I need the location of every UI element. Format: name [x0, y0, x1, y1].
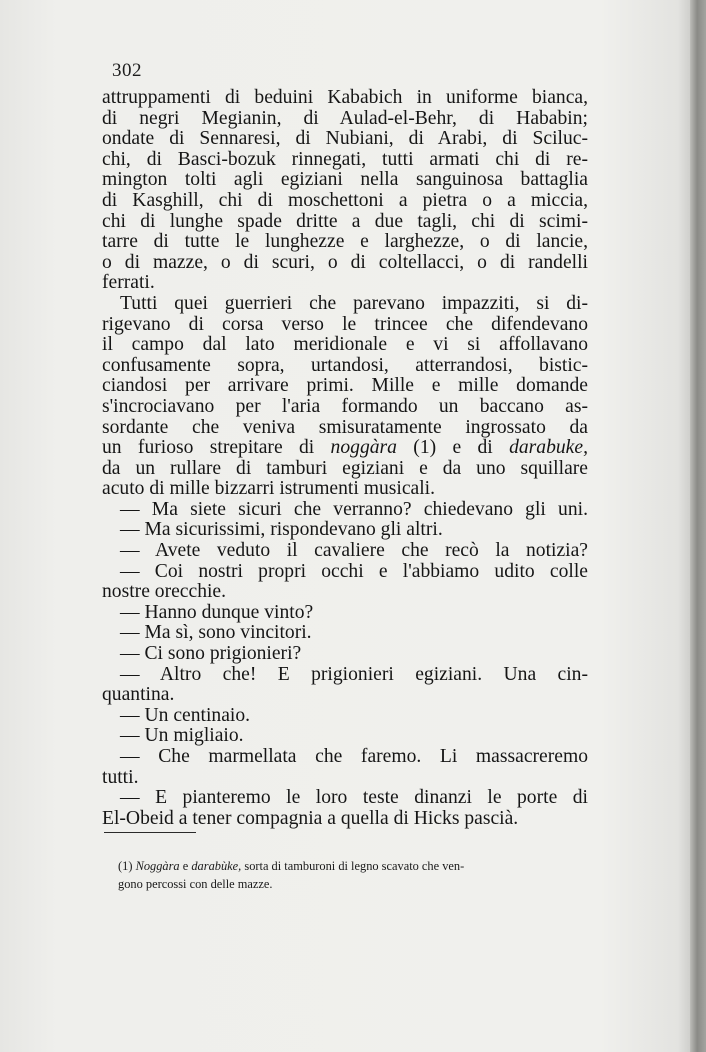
text-line: mington tolti agli egiziani nella sanguinosa battaglia [102, 169, 588, 191]
dialogue-line: — Altro che! E prigionieri egiziani. Una cin- [120, 663, 588, 685]
text-line: tarre di tutte le lunghezze e larghezze, o di lancie, [102, 231, 588, 253]
text-line: El-Obeid a tener compagnia a quella di Hicks pascià. [102, 807, 519, 829]
body-text [102, 88, 588, 829]
footnote-text: e [182, 859, 189, 873]
dialogue-line: — Ci sono prigionieri? [120, 643, 302, 665]
text-line: attruppamenti di beduini Kababich in uniforme bianca, [102, 87, 588, 108]
dialogue-line: — Ma sicurissimi, rispondevano gli altri. [120, 519, 443, 541]
italic-term: Noggàra [135, 859, 180, 873]
text-line: o di mazze, o di scuri, o di coltellacci, o di randelli [102, 251, 588, 273]
book-spine-shadow [690, 0, 706, 1052]
text-line: chi, di Basci-bozuk rinnegati, tutti armati chi di re- [102, 148, 588, 170]
text-line: ciandosi per arrivare primi. Mille e mille domande [102, 375, 588, 397]
text-line: chi di lunghe spade dritte a due tagli, chi di scimi- [102, 210, 588, 232]
text-line: da un rullare di tamburi egiziani e da uno squillare [102, 457, 588, 479]
dialogue-line: — Ma sì, sono vincitori. [120, 622, 312, 644]
text-line: sordante che veniva smisuratamente ingrossato da [102, 416, 588, 438]
dialogue-line: — Che marmellata che faremo. Li massacreremo [120, 746, 588, 767]
footnote-line [118, 858, 588, 876]
dialogue-line: — Un migliaio. [120, 725, 244, 747]
text-segment: un furioso strepitare di [102, 437, 315, 459]
footnote-line: gono percossi con delle mazze. [118, 876, 273, 891]
text-line: quantina. [102, 684, 175, 706]
text-line: di Kasghill, chi di moschettoni a pietra o a miccia, [102, 189, 588, 211]
dialogue-line: — Un centinaio. [120, 704, 251, 726]
text-line: ferrati. [102, 272, 155, 294]
text-line: acuto di mille bizzarri istrumenti musicali. [102, 478, 435, 500]
footnote-reference: (1) e di [413, 437, 493, 459]
footnote-separator [104, 832, 196, 833]
dialogue-line: — Ma siete sicuri che verranno? chiedevano gli uni. [120, 498, 588, 520]
text-line: nostre orecchie. [102, 581, 227, 603]
footnote-text: sorta di tamburoni di legno scavato che ven- [244, 859, 465, 873]
dialogue-line: — Coi nostri propri occhi e l'abbiamo udito colle [120, 560, 588, 582]
text-line: rigevano di corsa verso le trincee che difendevano [102, 313, 588, 335]
italic-term: noggàra [330, 437, 397, 459]
text-line: il campo dal lato meridionale e vi si affollavano [102, 334, 588, 356]
footnote-marker: (1) [118, 859, 133, 873]
text-line: di negri Megianin, di Aulad-el-Behr, di Hababin; [102, 107, 588, 129]
text-line-with-italics [102, 438, 588, 459]
footnote [118, 858, 588, 893]
text-line: tutti. [102, 766, 139, 788]
page-number: 302 [112, 60, 142, 81]
dialogue-line: — Hanno dunque vinto? [120, 601, 314, 623]
text-line: s'incrociavano per l'aria formando un baccano as- [102, 395, 588, 417]
text-line: confusamente sopra, urtandosi, atterrandosi, bistic- [102, 354, 588, 376]
dialogue-line: — E pianteremo le loro teste dinanzi le porte di [120, 787, 588, 809]
dialogue-line: — Avete veduto il cavaliere che recò la notizia? [120, 540, 588, 562]
text-line: ondate di Sennaresi, di Nubiani, di Arabi, di Sciluc- [102, 128, 588, 150]
italic-term: darabùke, [191, 859, 242, 873]
paragraph-start-line: Tutti quei guerrieri che parevano impazziti, si di- [120, 292, 588, 314]
italic-term: darabuke, [509, 437, 588, 459]
